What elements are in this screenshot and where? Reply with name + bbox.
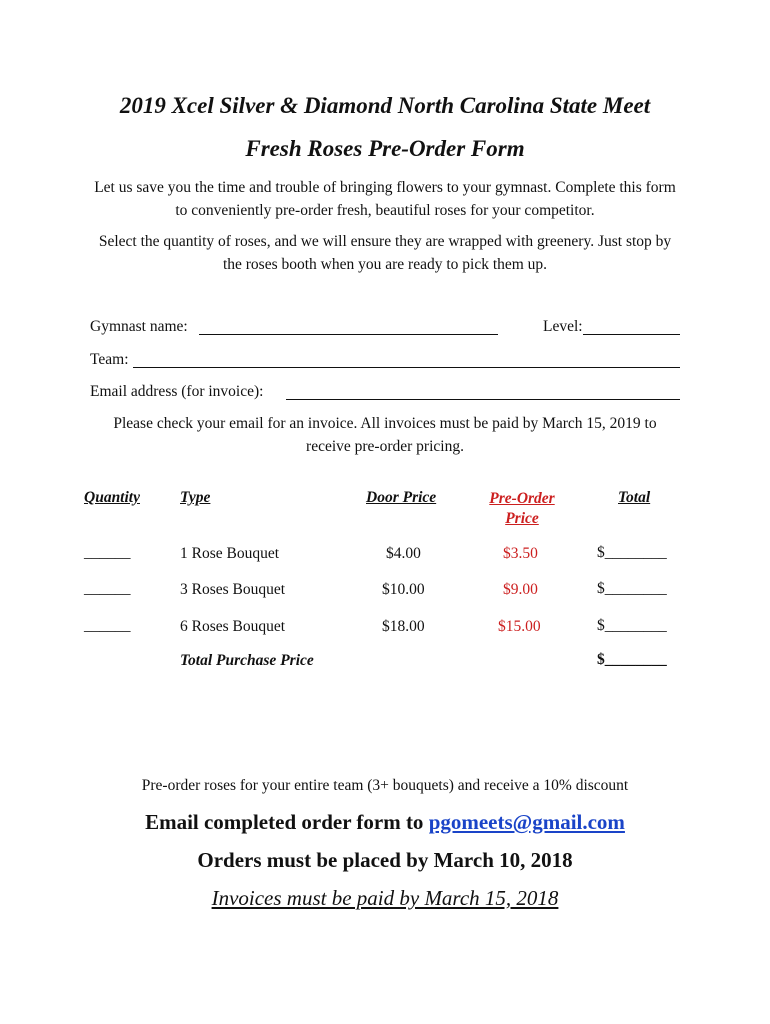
row1-preorder-price: $3.50	[503, 545, 538, 562]
row2-door-price: $10.00	[382, 581, 425, 598]
row1-type: 1 Rose Bouquet	[180, 545, 280, 562]
intro-paragraph-2: Select the quantity of roses, and we will ensure they are wrapped with greenery. Just stop by the roses booth when you are ready to pick them up.	[98, 233, 672, 273]
level-field[interactable]	[583, 334, 680, 335]
row2-type: 3 Roses Bouquet	[180, 581, 286, 598]
gymnast-name-field[interactable]	[199, 334, 498, 335]
row2-total-blank[interactable]: $________	[597, 580, 667, 597]
team-discount-note: Pre-order roses for your entire team (3+ bouquets) and receive a 10% discount	[141, 777, 629, 794]
row3-preorder-price: $15.00	[498, 618, 541, 635]
row2-preorder-price: $9.00	[503, 581, 538, 598]
row1-total-blank[interactable]: $________	[597, 544, 667, 561]
total-purchase-blank[interactable]: $________	[597, 651, 667, 668]
header-quantity: Quantity	[84, 489, 140, 506]
gymnast-name-label: Gymnast name:	[90, 318, 188, 335]
row1-door-price: $4.00	[386, 545, 421, 562]
header-total: Total	[618, 489, 651, 506]
email-label: Email address (for invoice):	[90, 383, 264, 400]
email-field[interactable]	[286, 399, 680, 400]
form-title: 2019 Xcel Silver & Diamond North Carolina State Meet	[119, 93, 651, 118]
header-preorder-price: Pre-Order Price	[489, 490, 555, 527]
row3-quantity-blank[interactable]: ______	[84, 617, 131, 634]
form-subtitle: Fresh Roses Pre-Order Form	[245, 136, 525, 161]
team-label: Team:	[90, 351, 129, 368]
intro-paragraph-1: Let us save you the time and trouble of bringing flowers to your gymnast. Complete this form to conveniently pre-order fresh, beautiful roses for your competitor.	[94, 179, 676, 219]
row3-total-blank[interactable]: $________	[597, 617, 667, 634]
email-instruction-prefix: Email completed order form to	[145, 810, 429, 834]
invoice-note: Please check your email for an invoice. All invoices must be paid by March 15, 2019 to receive pre-order pricing.	[113, 415, 657, 455]
row2-quantity-blank[interactable]: ______	[84, 580, 131, 597]
row3-type: 6 Roses Bouquet	[180, 618, 286, 635]
header-type: Type	[180, 489, 211, 506]
email-address-link[interactable]: pgomeets@gmail.com	[428, 810, 625, 834]
level-label: Level:	[543, 318, 583, 335]
row3-door-price: $18.00	[382, 618, 425, 635]
total-purchase-label: Total Purchase Price	[180, 652, 314, 669]
invoice-deadline: Invoices must be paid by March 15, 2018	[211, 886, 559, 910]
team-field[interactable]	[133, 367, 680, 368]
header-door-price: Door Price	[366, 489, 437, 506]
order-deadline: Orders must be placed by March 10, 2018	[197, 848, 573, 872]
email-instruction	[0, 810, 770, 835]
row1-quantity-blank[interactable]: ______	[84, 544, 131, 561]
